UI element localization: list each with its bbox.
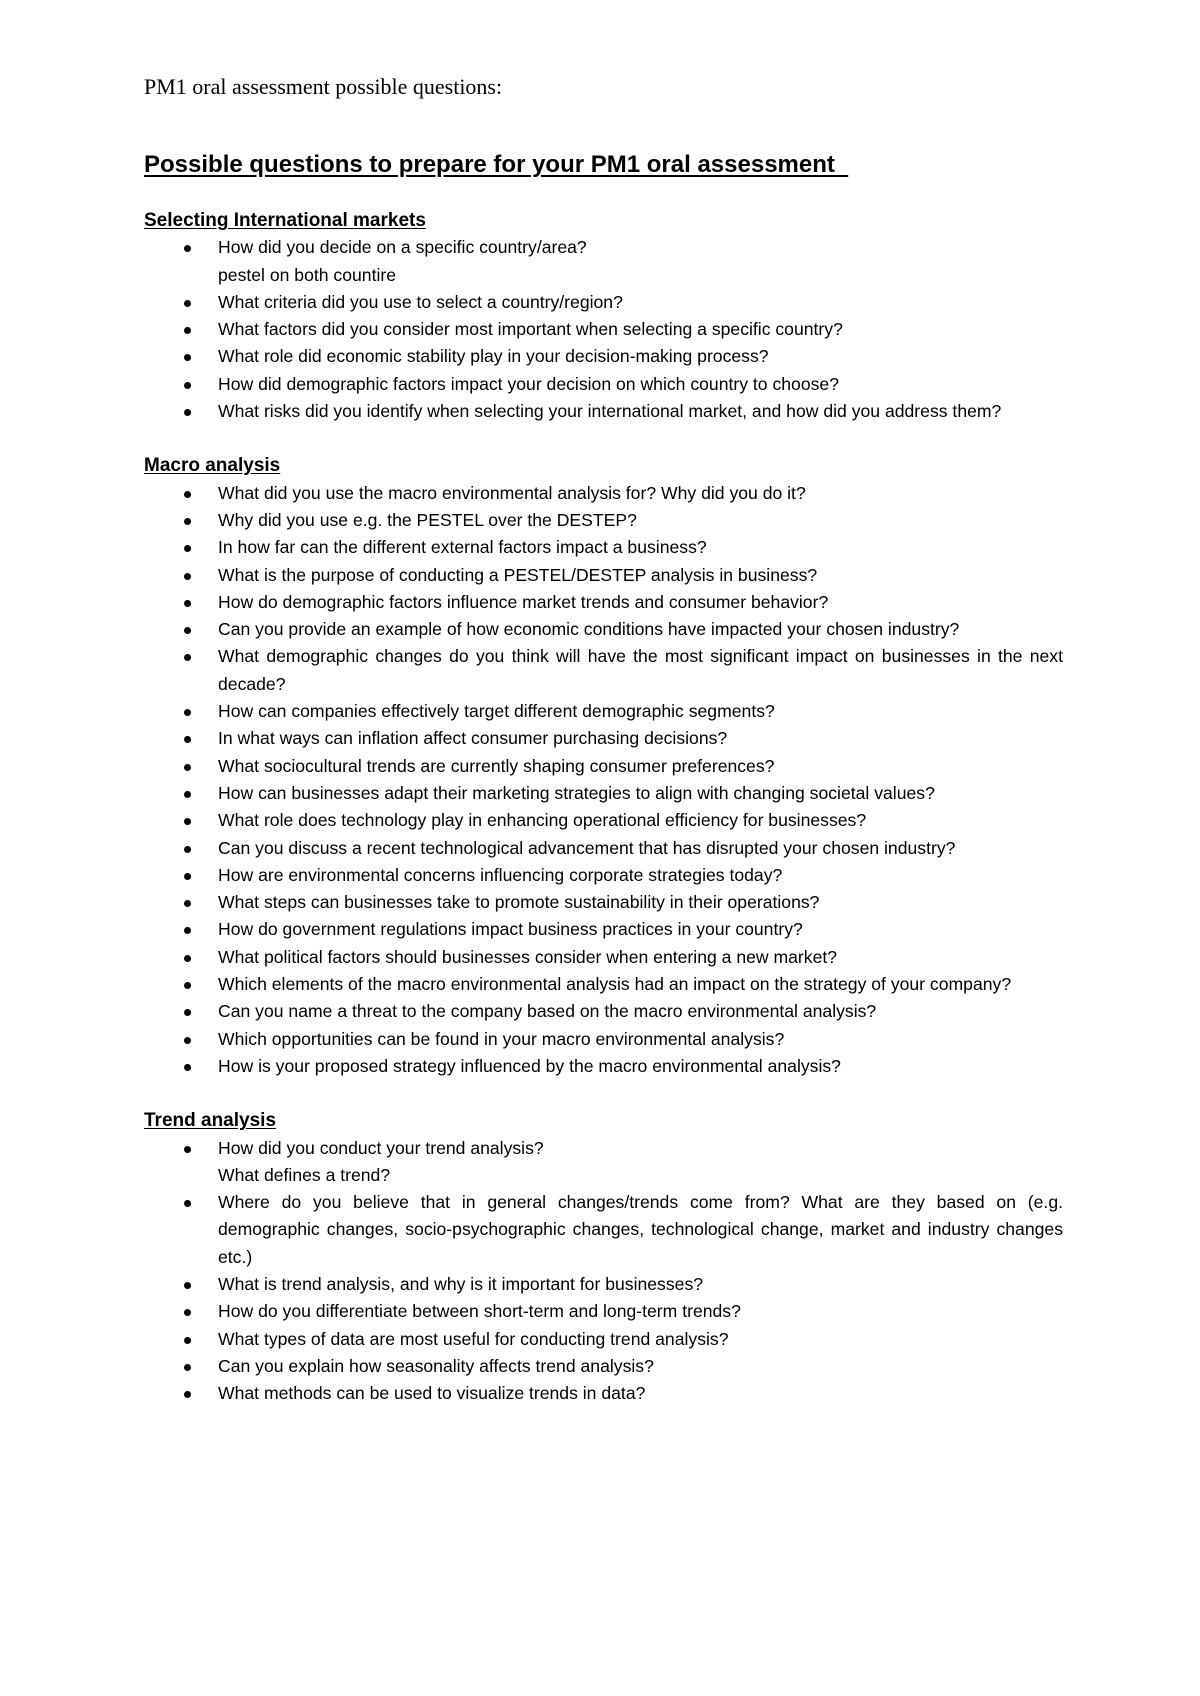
bullet-icon — [184, 1282, 191, 1289]
list-item — [144, 835, 1063, 862]
question-text: Which opportunities can be found in your macro environmental analysis? — [218, 1028, 785, 1049]
list-item — [144, 480, 1063, 507]
bullet-icon — [184, 1200, 191, 1207]
list-item — [144, 562, 1063, 589]
section-heading-selecting-markets: Selecting International markets — [144, 210, 426, 231]
document-title: Possible questions to prepare for your PM1 oral assessment — [144, 151, 849, 178]
question-text: How do government regulations impact business practices in your country? — [218, 919, 803, 940]
question-text: Can you name a threat to the company based on the macro environmental analysis? — [218, 1001, 877, 1022]
bullet-icon — [184, 327, 191, 334]
question-text: What factors did you consider most important when selecting a specific country? — [218, 319, 843, 340]
question-text: What risks did you identify when selecting your international market, and how did you address them? — [218, 401, 1002, 422]
question-text: What sociocultural trends are currently shaping consumer preferences? — [218, 755, 775, 776]
question-text: What did you use the macro environmental analysis for? Why did you do it? — [218, 482, 806, 503]
question-text: How do you differentiate between short-term and long-term trends? — [218, 1301, 741, 1322]
bullet-icon — [184, 764, 191, 771]
question-text: How did you conduct your trend analysis? — [218, 1137, 544, 1158]
question-text: What role did economic stability play in your decision-making process? — [218, 346, 769, 367]
list-item — [144, 1298, 1063, 1325]
question-text: Can you discuss a recent technological advancement that has disrupted your chosen industry? — [218, 837, 956, 858]
bullet-icon — [184, 736, 191, 743]
bullet-icon — [184, 818, 191, 825]
pre-title: PM1 oral assessment possible questions: — [144, 74, 503, 99]
list-item — [144, 1380, 1063, 1407]
bullet-icon — [184, 1037, 191, 1044]
question-text: What types of data are most useful for conducting trend analysis? — [218, 1328, 729, 1349]
question-text: What methods can be used to visualize trends in data? — [218, 1383, 646, 1404]
question-text: In how far can the different external factors impact a business? — [218, 537, 707, 558]
list-item — [144, 971, 1063, 998]
list-item — [144, 889, 1063, 916]
bullet-icon — [184, 654, 191, 661]
list-item — [144, 371, 1063, 398]
question-text: What role does technology play in enhancing operational efficiency for businesses? — [218, 810, 867, 831]
list-item — [144, 725, 1063, 752]
bullet-icon — [184, 300, 191, 307]
list-item — [144, 862, 1063, 889]
list-item — [144, 807, 1063, 834]
list-item — [144, 507, 1063, 534]
bullet-icon — [184, 791, 191, 798]
bullet-icon — [184, 873, 191, 880]
list-item — [144, 1353, 1063, 1380]
bullet-icon — [184, 545, 191, 552]
bullet-icon — [184, 1391, 191, 1398]
section-heading-macro-analysis: Macro analysis — [144, 455, 281, 477]
bullet-icon — [184, 627, 191, 634]
list-item — [144, 234, 1063, 289]
bullet-icon — [184, 1009, 191, 1016]
list-item — [144, 998, 1063, 1025]
bullet-icon — [184, 1337, 191, 1344]
section-heading-trend-analysis: Trend analysis — [144, 1110, 277, 1132]
question-text: Where do you believe that in general changes/trends come from? What are they based on (e.g. demographic changes, socio-psychographic changes, technological change, market and industry changes etc.) — [218, 1192, 1063, 1267]
question-list-macro-analysis — [144, 480, 1063, 1081]
question-list-selecting-markets — [144, 234, 1063, 425]
list-item — [144, 1135, 1063, 1190]
bullet-icon — [184, 409, 191, 416]
bullet-icon — [184, 518, 191, 525]
question-text: How is your proposed strategy influenced by the macro environmental analysis? — [218, 1055, 841, 1076]
question-text: How can businesses adapt their marketing strategies to align with changing societal values? — [218, 782, 935, 803]
list-item — [144, 534, 1063, 561]
question-list-trend-analysis — [144, 1135, 1063, 1408]
list-item — [144, 1326, 1063, 1353]
list-item — [144, 643, 1063, 698]
question-text: How are environmental concerns influencing corporate strategies today? — [218, 864, 783, 885]
question-text: Can you explain how seasonality affects trend analysis? — [218, 1355, 654, 1376]
list-item — [144, 398, 1063, 425]
list-item — [144, 780, 1063, 807]
question-text: How can companies effectively target different demographic segments? — [218, 701, 775, 722]
list-item — [144, 1271, 1063, 1298]
question-text: Can you provide an example of how economic conditions have impacted your chosen industry? — [218, 619, 960, 640]
list-item — [144, 589, 1063, 616]
list-item — [144, 944, 1063, 971]
question-text: What is the purpose of conducting a PESTEL/DESTEP analysis in business? — [218, 564, 818, 585]
question-text: How did you decide on a specific country/area? — [218, 237, 587, 258]
bullet-icon — [184, 600, 191, 607]
bullet-icon — [184, 982, 191, 989]
list-item — [144, 1026, 1063, 1053]
bullet-icon — [184, 1309, 191, 1316]
question-subline: What defines a trend? — [218, 1164, 391, 1185]
bullet-icon — [184, 245, 191, 252]
bullet-icon — [184, 573, 191, 580]
bullet-icon — [184, 846, 191, 853]
question-subline: What criteria did you use to select a country/region? — [218, 291, 623, 312]
bullet-icon — [184, 927, 191, 934]
list-item — [144, 316, 1063, 343]
bullet-icon — [184, 900, 191, 907]
question-text: What is trend analysis, and why is it important for businesses? — [218, 1273, 704, 1294]
bullet-icon — [184, 955, 191, 962]
list-item — [144, 916, 1063, 943]
list-item — [144, 753, 1063, 780]
bullet-icon — [184, 1364, 191, 1371]
question-text: How do demographic factors influence market trends and consumer behavior? — [218, 591, 829, 612]
list-item — [144, 616, 1063, 643]
list-item — [144, 1189, 1063, 1271]
list-item — [144, 289, 1063, 316]
bullet-icon — [184, 709, 191, 716]
bullet-icon — [184, 1064, 191, 1071]
question-text: How did demographic factors impact your decision on which country to choose? — [218, 373, 839, 394]
list-item — [144, 698, 1063, 725]
question-text: Why did you use e.g. the PESTEL over the DESTEP? — [218, 509, 637, 530]
question-subline: pestel on both countire — [218, 264, 397, 285]
question-text: In what ways can inflation affect consumer purchasing decisions? — [218, 728, 728, 749]
list-item — [144, 1053, 1063, 1080]
question-text: What demographic changes do you think will have the most significant impact on businesses in the next decade? — [218, 646, 1063, 694]
question-text: Which elements of the macro environmental analysis had an impact on the strategy of your company? — [218, 974, 1012, 995]
bullet-icon — [184, 354, 191, 361]
bullet-icon — [184, 491, 191, 498]
question-text: What steps can businesses take to promote sustainability in their operations? — [218, 892, 820, 913]
bullet-icon — [184, 1146, 191, 1153]
question-text: What political factors should businesses consider when entering a new market? — [218, 946, 838, 967]
list-item — [144, 343, 1063, 370]
bullet-icon — [184, 382, 191, 389]
